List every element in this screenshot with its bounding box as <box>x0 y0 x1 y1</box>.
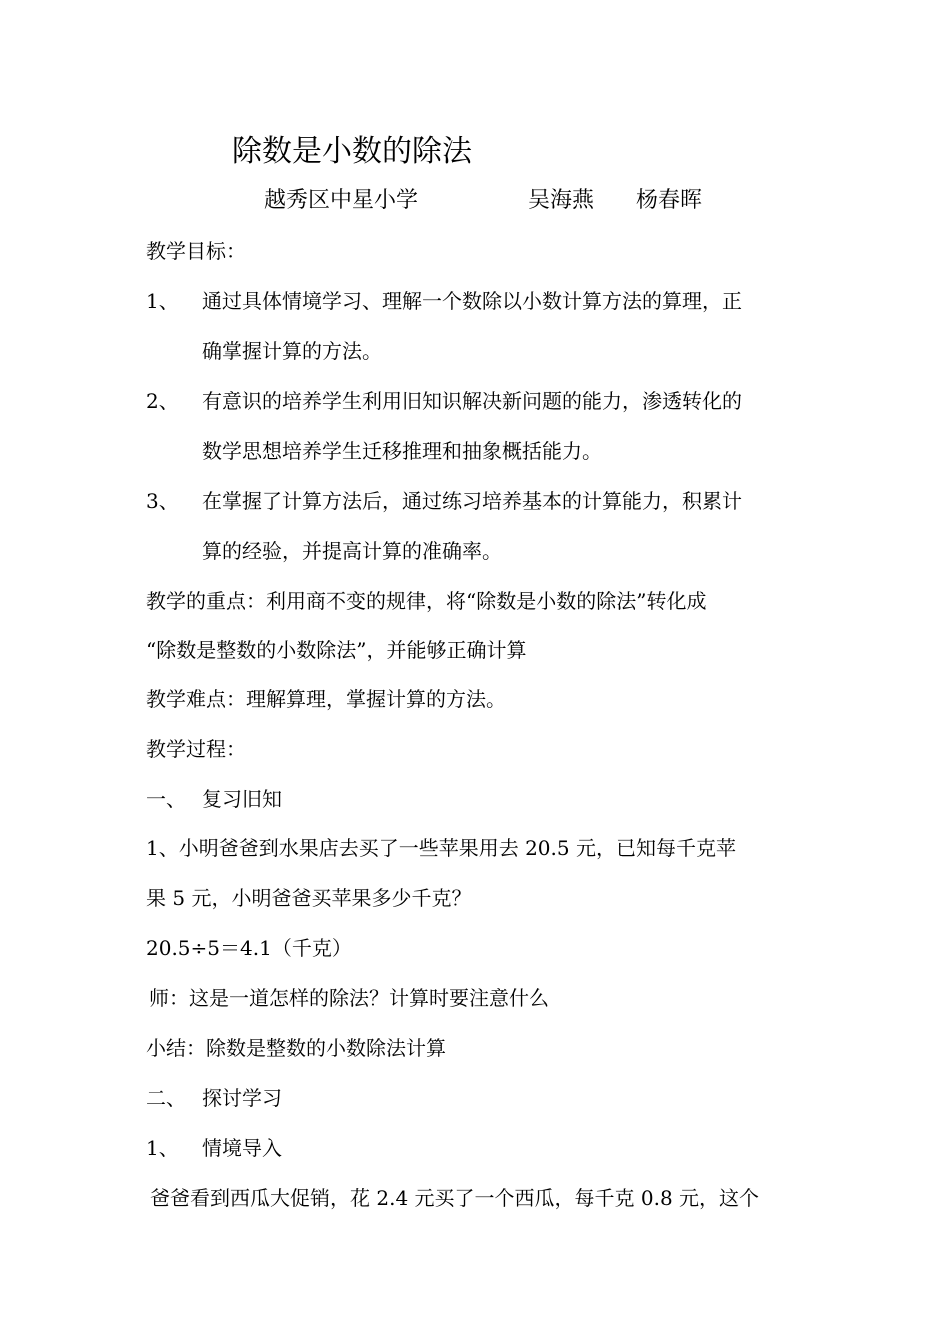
list-item-continuation: 确掌握计算的方法。 <box>202 339 382 363</box>
key-point-continuation: “除数是整数的小数除法”，并能够正确计算 <box>146 638 527 662</box>
key-point: 教学的重点：利用商不变的规律，将“除数是小数的除法”转化成 <box>146 589 707 613</box>
list-item: 有意识的培养学生利用旧知识解决新问题的能力，渗透转化的 <box>202 389 742 413</box>
section-number: 二、 <box>146 1086 186 1110</box>
process-heading: 教学过程： <box>146 737 246 761</box>
list-item: 在掌握了计算方法后，通过练习培养基本的计算能力，积累计 <box>202 489 742 513</box>
list-item: 通过具体情境学习、理解一个数除以小数计算方法的算理，正 <box>202 289 742 313</box>
list-number: 2、 <box>146 389 179 413</box>
list-number: 1、 <box>146 289 179 313</box>
objectives-heading: 教学目标： <box>146 239 246 263</box>
section-title: 探讨学习 <box>202 1086 282 1110</box>
author-name: 吴海燕 <box>528 188 595 213</box>
scenario-text: 爸爸看到西瓜大促销，花 2.4 元买了一个西瓜，每千克 0.8 元，这个 <box>150 1186 760 1210</box>
equation: 20.5÷5＝4.1（千克） <box>146 936 352 960</box>
author-name: 杨春晖 <box>636 188 703 213</box>
summary: 小结：除数是整数的小数除法计算 <box>146 1036 446 1060</box>
list-item-continuation: 数学思想培养学生迁移推理和抽象概括能力。 <box>202 439 602 463</box>
school-name: 越秀区中星小学 <box>264 188 419 213</box>
subsection-title: 情境导入 <box>202 1136 282 1160</box>
difficulty: 教学难点：理解算理，掌握计算的方法。 <box>146 687 506 711</box>
section-title: 复习旧知 <box>202 787 282 811</box>
problem-text-continuation: 果 5 元，小明爸爸买苹果多少千克？ <box>146 886 472 910</box>
problem-text: 1、小明爸爸到水果店去买了一些苹果用去 20.5 元，已知每千克苹 <box>146 836 736 860</box>
subsection-number: 1、 <box>146 1136 179 1160</box>
document-title: 除数是小数的除法 <box>232 134 472 169</box>
list-number: 3、 <box>146 489 179 513</box>
teacher-question: 师：这是一道怎样的除法？计算时要注意什么 <box>149 986 549 1010</box>
list-item-continuation: 算的经验，并提高计算的准确率。 <box>202 539 502 563</box>
section-number: 一、 <box>146 787 186 811</box>
